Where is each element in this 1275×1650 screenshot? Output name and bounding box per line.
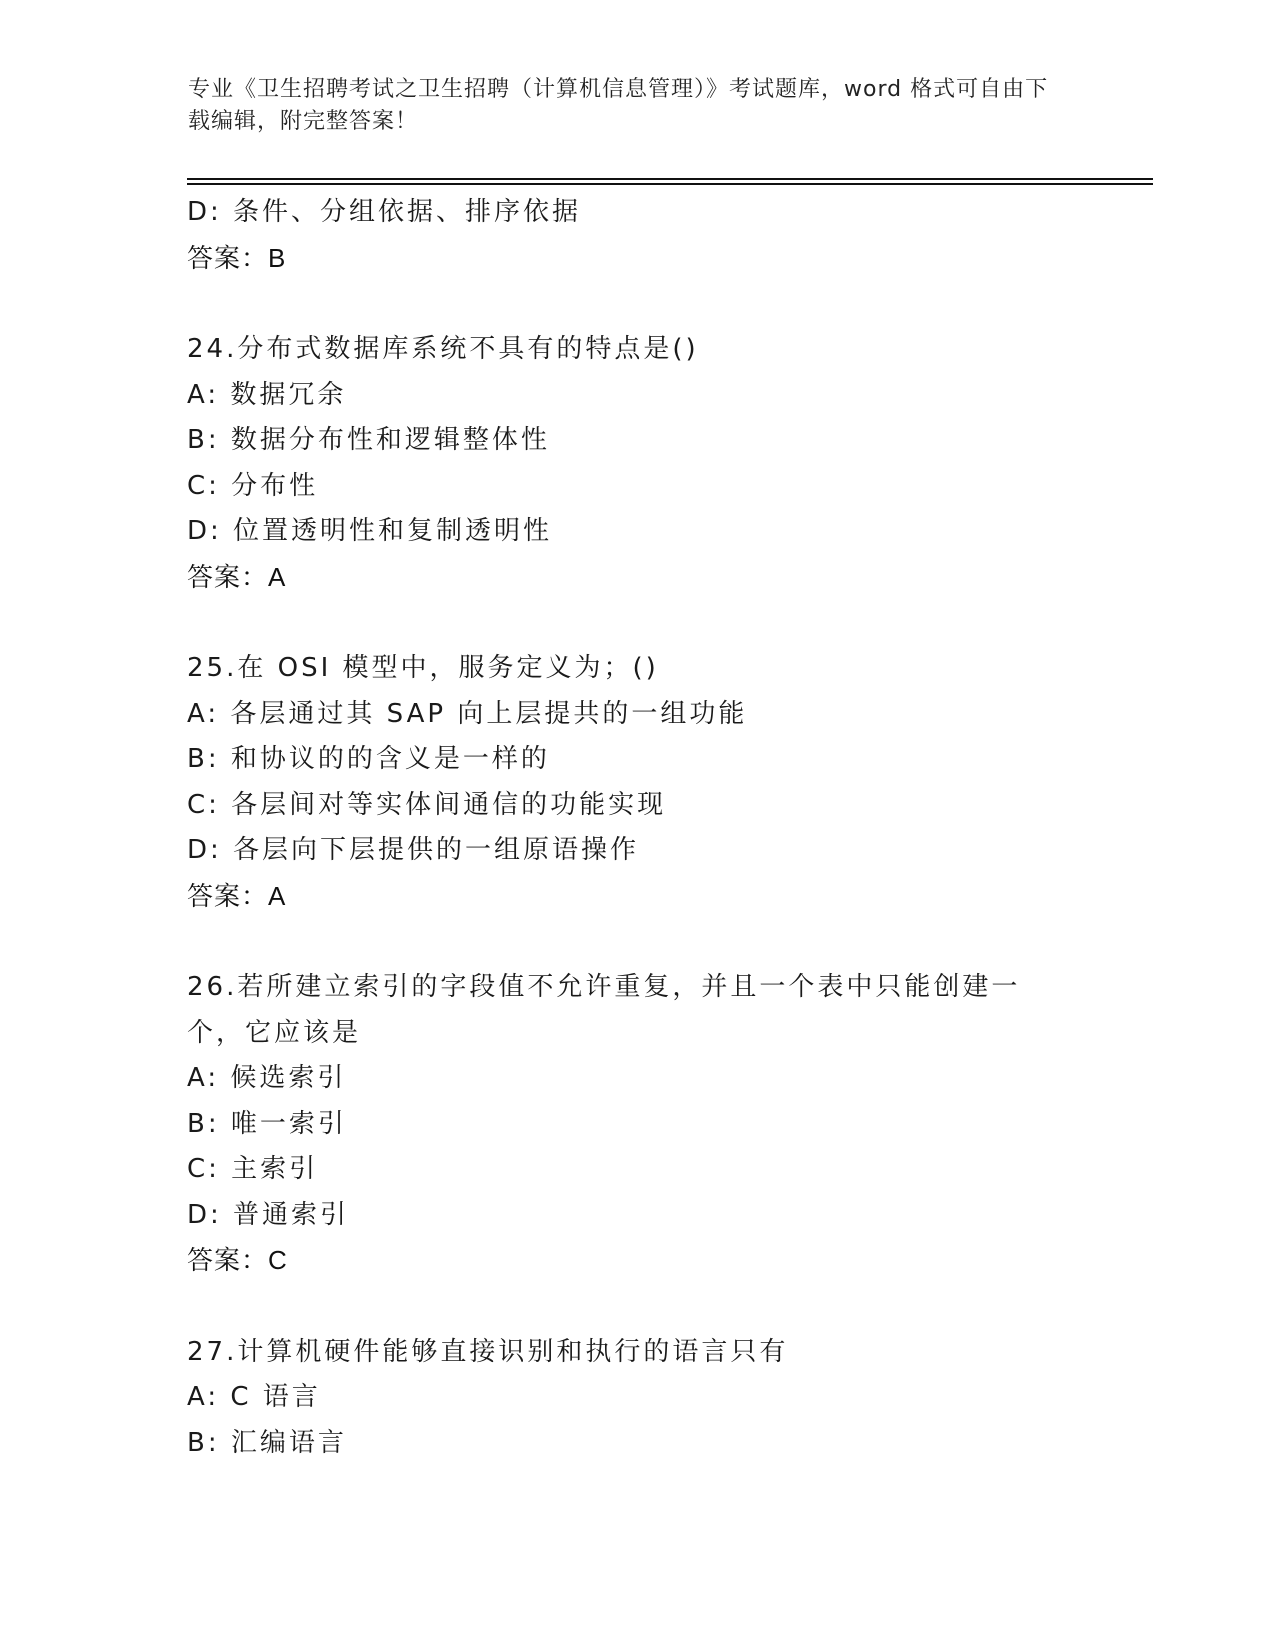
question-26-option-c: C: 主索引 bbox=[187, 1154, 319, 1184]
question-26-option-d: D: 普通索引 bbox=[187, 1199, 350, 1230]
question-26-option-b: B: 唯一索引 bbox=[187, 1108, 347, 1139]
header-rule-top bbox=[187, 178, 1153, 180]
question-26-stem: 26.若所建立索引的字段值不允许重复，并且一个表中只能创建一个，它应该是 bbox=[187, 972, 1021, 1048]
question-23-answer: 答案：B bbox=[187, 242, 287, 273]
question-25-option-c: C: 各层间对等实体间通信的功能实现 bbox=[187, 789, 667, 820]
question-27-option-a: A: C 语言 bbox=[187, 1382, 321, 1412]
question-24-answer: 答案：A bbox=[187, 561, 287, 592]
question-25-option-d: D: 各层向下层提供的一组原语操作 bbox=[187, 835, 640, 865]
spacer bbox=[187, 281, 1087, 327]
question-24-option-b: B: 数据分布性和逻辑整体性 bbox=[187, 425, 550, 455]
document-header: 专业《卫生招聘考试之卫生招聘（计算机信息管理）》考试题库，word 格式可自由下载编辑，附完整答案！ bbox=[188, 77, 1049, 134]
question-24-option-c: C: 分布性 bbox=[187, 470, 319, 501]
question-27-stem: 27.计算机硬件能够直接识别和执行的语言只有 bbox=[187, 1336, 789, 1367]
question-27-option-b: B: 汇编语言 bbox=[187, 1427, 347, 1458]
question-24-option-a: A: 数据冗余 bbox=[187, 379, 347, 410]
question-23-option-d: D: 条件、分组依据、排序依据 bbox=[187, 197, 582, 227]
question-25-option-a: A: 各层通过其 SAP 向上层提共的一组功能 bbox=[187, 698, 748, 729]
question-25-option-b: B: 和协议的的含义是一样的 bbox=[187, 744, 550, 774]
spacer bbox=[187, 600, 1087, 646]
question-list bbox=[187, 190, 1087, 1466]
question-24-stem: 24.分布式数据库系统不具有的特点是() bbox=[187, 334, 699, 364]
question-24-option-d: D: 位置透明性和复制透明性 bbox=[187, 516, 553, 546]
header-rule-bottom bbox=[187, 183, 1153, 185]
question-25-answer: 答案：A bbox=[187, 880, 287, 911]
spacer bbox=[187, 919, 1087, 965]
question-25-stem: 25.在 OSI 模型中，服务定义为；() bbox=[187, 653, 659, 683]
question-26-answer: 答案：C bbox=[187, 1245, 288, 1275]
question-26-option-a: A: 候选索引 bbox=[187, 1063, 347, 1093]
spacer bbox=[187, 1284, 1087, 1330]
